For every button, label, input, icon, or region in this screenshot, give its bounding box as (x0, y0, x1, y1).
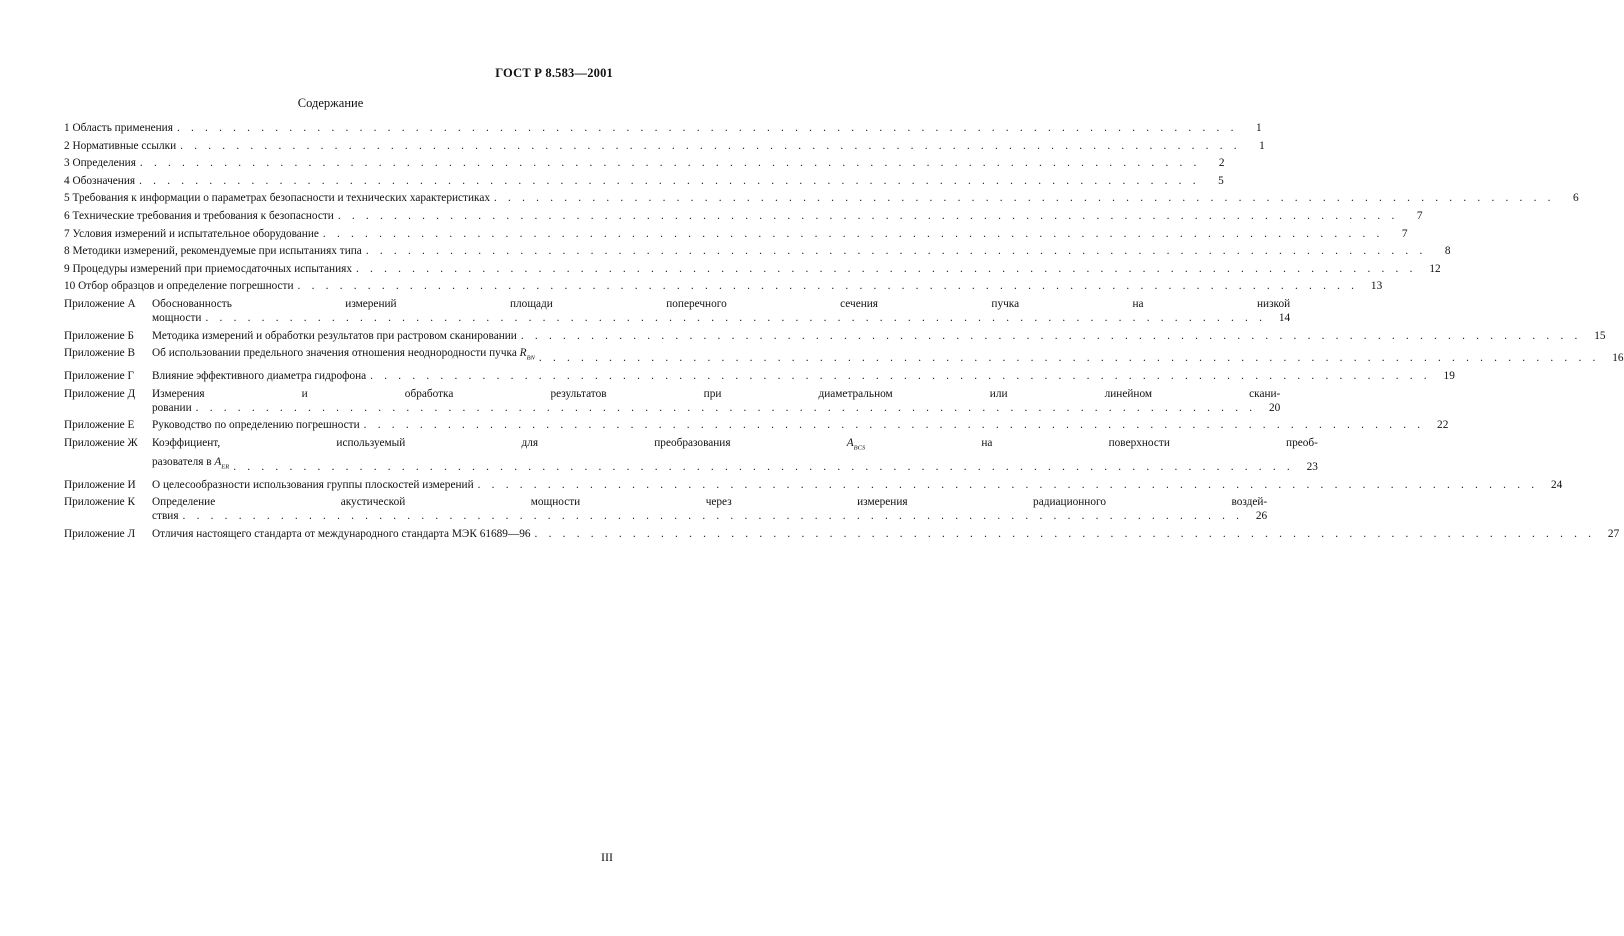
appendix-key: Приложение И (64, 478, 136, 491)
toc-entry-9[interactable]: 9 Процедуры измерений при приемосдаточных испытаниях . . . 12 (64, 262, 600, 276)
table-of-contents (64, 121, 1624, 545)
toc-entry-4[interactable]: 4 Обозначения . . . 5 (64, 174, 600, 188)
toc-appendix-d[interactable]: Приложение Д Измерения и обработка результатов при диаметральном или линейном скани- ровании . . . 20 (64, 387, 600, 415)
toc-entry-6[interactable]: 6 Технические требования и требования к безопасности . . . 7 (64, 209, 600, 223)
appendix-key: Приложение Г (64, 369, 134, 382)
toc-appendix-a[interactable]: Приложение А Обоснованность измерений площади поперечного сечения пучка на низкой мощности . . . 14 (64, 297, 600, 325)
appendix-key: Приложение Б (64, 329, 134, 342)
appendix-key: Приложение А (64, 297, 136, 310)
toc-entry-10[interactable]: 10 Отбор образцов и определение погрешности . . . 13 (64, 279, 600, 293)
toc-appendix-b[interactable]: Приложение Б Методика измерений и обработки результатов при растровом сканировании . . . 15 (64, 329, 600, 343)
toc-appendix-i[interactable]: Приложение И О целесообразности использования группы плоскостей измерений . . . 24 (64, 478, 600, 492)
toc-appendix-l[interactable]: Приложение Л Отличия настоящего стандарта от международного стандарта МЭК 61689—96 . . . 27 (64, 527, 600, 541)
toc-entry-5[interactable]: 5 Требования к информации о параметрах безопасности и технических характеристиках . . . 6 (64, 191, 600, 205)
toc-appendix-e[interactable]: Приложение Е Руководство по определению погрешности . . . 22 (64, 418, 600, 432)
toc-appendix-zh[interactable]: Приложение Ж Коэффициент, используемый для преобразования $A_{BCS}$ на поверхности преоб- разователя в $A_{ER}$ . . . 23 (64, 436, 600, 475)
toc-appendix-v[interactable]: Приложение В Об использовании предельного значения отношения неоднородности пучка $R_{BN}$ . . . 16 (64, 346, 600, 365)
toc-title: Содержание (297, 96, 364, 110)
toc-entry-2[interactable]: 2 Нормативные ссылки . . . 1 (64, 139, 600, 153)
appendix-key: Приложение Л (64, 528, 136, 541)
page-number: III (601, 850, 613, 864)
appendix-key: Приложение В (64, 347, 135, 360)
toc-appendix-k[interactable]: Приложение К Определение акустической мощности через измерения радиационного воздей- ствия . . . 26 (64, 495, 600, 523)
toc-entry-7[interactable]: 7 Условия измерений и испытательное оборудование . . . 7 (64, 227, 600, 241)
appendix-key: Приложение Д (64, 387, 136, 400)
toc-entry-1[interactable]: 1 Область применения . . . 1 (64, 121, 600, 135)
standard-header: ГОСТ Р 8.583—2001 (495, 66, 613, 80)
appendix-key: Приложение Е (64, 419, 135, 432)
toc-appendix-g[interactable]: Приложение Г Влияние эффективного диаметра гидрофона . . . 19 (64, 369, 600, 383)
appendix-key: Приложение К (64, 496, 135, 509)
toc-entry-8[interactable]: 8 Методики измерений, рекомендуемые при испытаниях типа . . . 8 (64, 244, 600, 258)
toc-entry-3[interactable]: 3 Определения . . . 2 (64, 156, 600, 170)
appendix-key: Приложение Ж (64, 436, 138, 449)
